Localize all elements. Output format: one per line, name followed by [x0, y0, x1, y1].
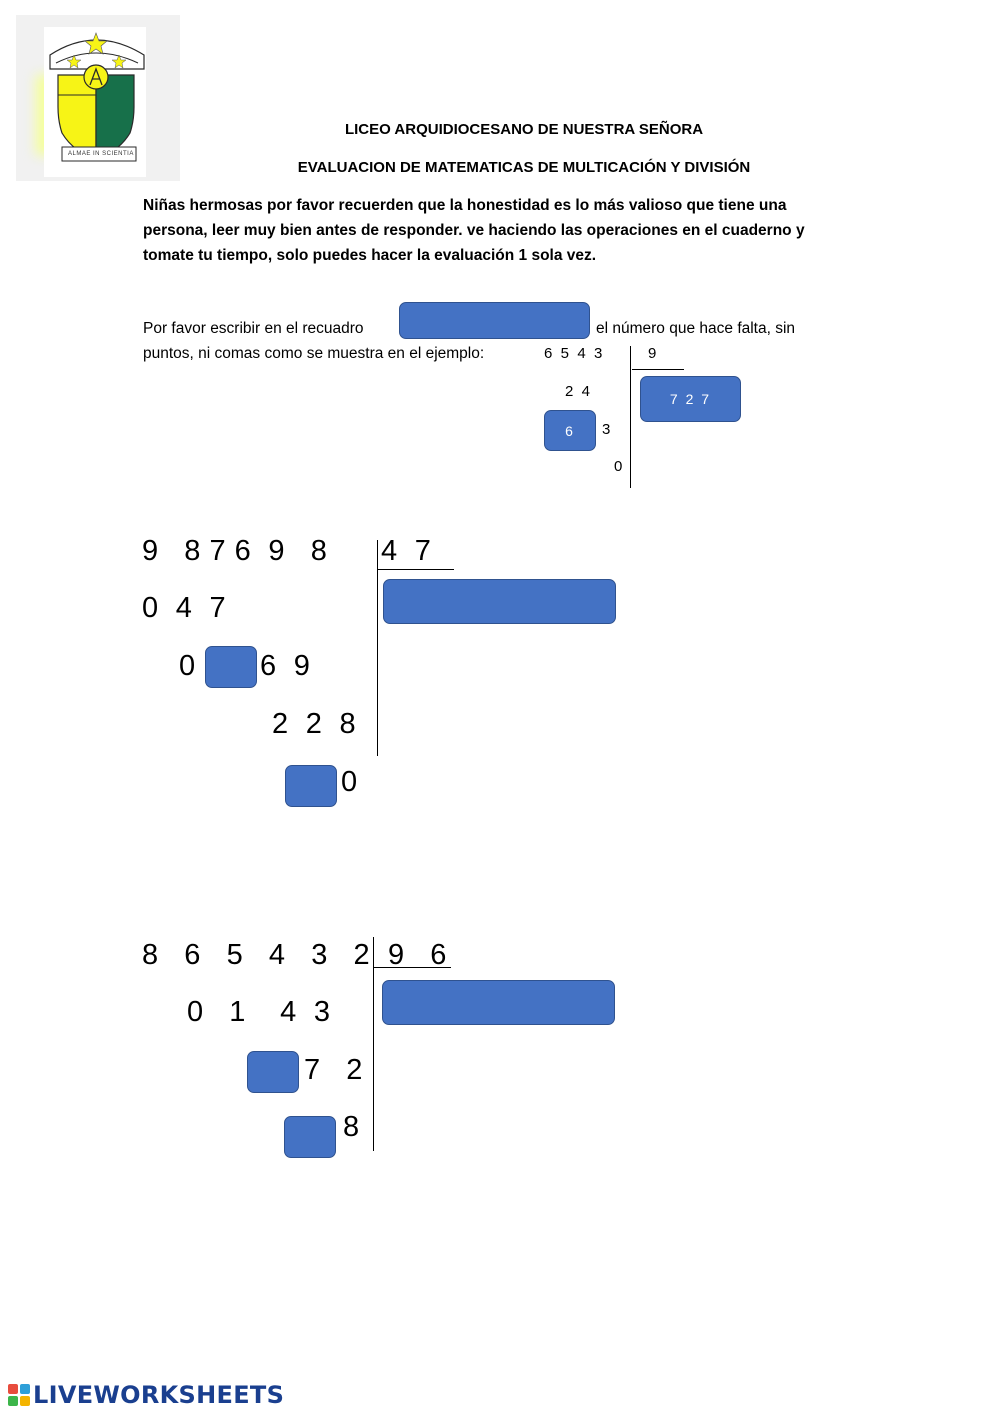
problem1-row3: 2 2 8	[272, 708, 357, 740]
problem1-divisor: 4 7	[381, 535, 432, 567]
example-step2-rest: 3	[602, 421, 611, 438]
problem1-row2-input[interactable]	[205, 646, 257, 688]
problem2-row1: 0 1 4 3	[187, 996, 331, 1028]
problem1-row4-right: 0	[341, 766, 358, 798]
example-vertical-line	[630, 346, 631, 488]
problem2-dividend: 8 6 5 4 3 2	[142, 939, 371, 971]
page-title: EVALUACION DE MATEMATICAS DE MULTICACIÓN Y DIVISIÓN	[297, 159, 751, 176]
example-remainder: 0	[614, 458, 623, 475]
liveworksheets-name: LIVEWORKSHEETS	[33, 1381, 285, 1409]
example-horizontal-line	[632, 369, 684, 370]
problem1-row2-right: 6 9	[260, 650, 311, 682]
problem1-row2-left: 0	[179, 650, 196, 682]
example-step2-box: 6	[544, 410, 596, 451]
school-logo	[16, 15, 180, 181]
liveworksheets-logo-icon	[8, 1384, 30, 1406]
problem1-quotient-input[interactable]	[383, 579, 616, 624]
problem2-quotient-input[interactable]	[382, 980, 615, 1025]
problem1-horizontal-line	[378, 569, 454, 570]
problem2-row3-right: 8	[343, 1111, 360, 1143]
problem2-vertical-line	[373, 937, 374, 1151]
example-quotient-box: 7 2 7	[640, 376, 741, 422]
problem2-divisor: 9 6	[388, 939, 447, 971]
problem2-row2-right: 7 2	[304, 1054, 363, 1086]
logo-motto: ALMAE IN SCIENTIA	[68, 151, 134, 157]
instruction-sample-box	[399, 302, 590, 339]
example-step1: 2 4	[565, 383, 591, 400]
liveworksheets-brand[interactable]	[8, 1381, 284, 1409]
example-dividend: 6 5 4 3	[544, 345, 603, 362]
problem2-row3-input[interactable]	[284, 1116, 336, 1158]
example-divisor: 9	[648, 345, 657, 362]
school-name: LICEO ARQUIDIOCESANO DE NUESTRA SEÑORA	[344, 121, 704, 138]
problem2-row2-input[interactable]	[247, 1051, 299, 1093]
instructions-line2: puntos, ni comas como se muestra en el ejemplo:	[143, 345, 485, 362]
problem1-row1: 0 4 7	[142, 592, 227, 624]
instructions-part2: el número que hace falta, sin	[596, 320, 796, 337]
problem1-vertical-line	[377, 540, 378, 756]
problem1-dividend: 9 8 7 6 9 8	[142, 535, 328, 567]
instructions-part1: Por favor escribir en el recuadro	[143, 320, 364, 337]
intro-text: Niñas hermosas por favor recuerden que la honestidad es lo más valioso que tiene una persona, leer muy bien antes de responder. ve haciendo las operaciones en el cuaderno y tomate tu tiempo, solo puedes hacer la evaluación 1 sola vez.	[143, 197, 805, 264]
problem1-row4-input[interactable]	[285, 765, 337, 807]
